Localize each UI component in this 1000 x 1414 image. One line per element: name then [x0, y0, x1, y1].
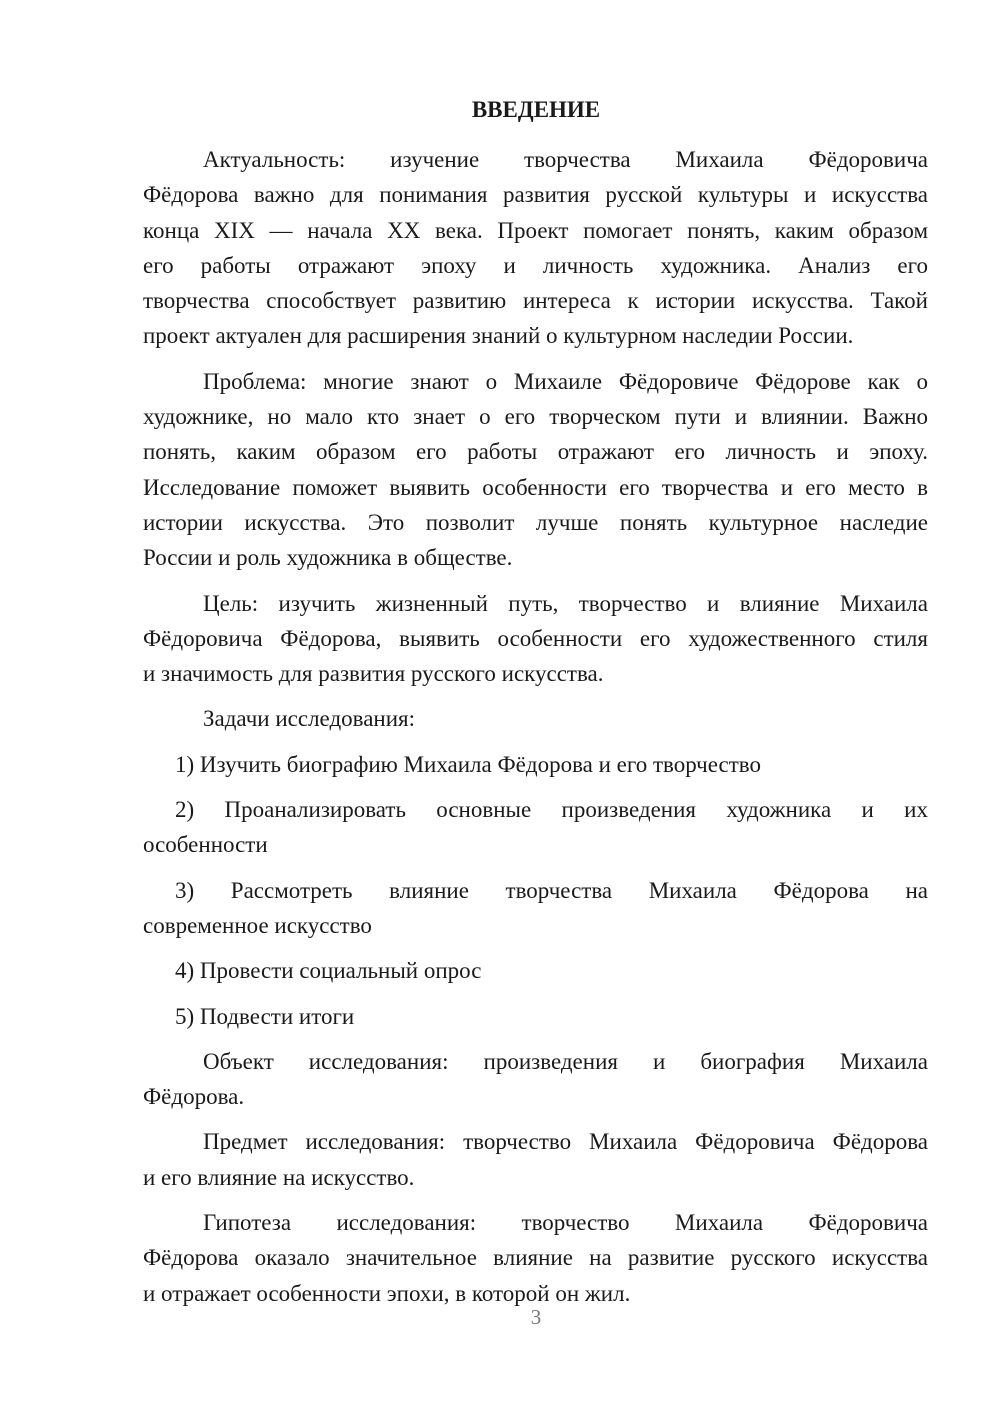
text-line: современное искусство — [143, 912, 372, 938]
paragraph — [143, 1124, 928, 1195]
text-line: проект актуален для расширения знаний о культурном наследии России. — [143, 323, 854, 349]
text-line: особенности — [143, 832, 268, 858]
text-line: конца XIX — начала XX века. Проект помогает понять, каким образом — [143, 217, 928, 243]
text-line: и его влияние на искусство. — [143, 1164, 415, 1190]
text-line: Проблема: многие знают о Михаиле Фёдоровиче Фёдорове как о — [203, 368, 928, 394]
text-line: художнике, но мало кто знает о его творческом пути и влиянии. Важно — [143, 404, 928, 430]
text-line: Цель: изучить жизненный путь, творчество и влияние Михаила — [203, 590, 928, 616]
document-body — [143, 142, 928, 1311]
task-list-item — [143, 747, 928, 782]
text-line: Фёдоровича Фёдорова, выявить особенности его художественного стиля — [143, 625, 928, 651]
text-line: Задачи исследования: — [203, 706, 416, 732]
text-line: Гипотеза исследования: творчество Михаила Фёдоровича — [203, 1210, 928, 1236]
page-number: 3 — [530, 1305, 542, 1329]
task-list-item — [143, 873, 928, 944]
text-line: Объект исследования: произведения и биография Михаила — [203, 1048, 928, 1074]
text-line: Фёдорова. — [143, 1084, 245, 1110]
paragraph — [143, 1044, 928, 1115]
text-line: 1) Изучить биографию Михаила Фёдорова и его творчество — [175, 751, 761, 777]
text-line: Фёдорова важно для понимания развития русской культуры и искусства — [143, 182, 928, 208]
text-line: 4) Провести социальный опрос — [175, 958, 482, 984]
text-line: творчества способствует развитию интереса к истории искусства. Такой — [143, 288, 928, 314]
text-line: Предмет исследования: творчество Михаила Фёдоровича Фёдорова — [203, 1129, 928, 1155]
task-list-item — [143, 953, 928, 988]
paragraph — [143, 701, 928, 736]
text-line: 2) Проанализировать основные произведения художника и их — [175, 797, 928, 823]
paragraph — [143, 142, 928, 354]
paragraph — [143, 586, 928, 692]
text-line: и значимость для развития русского искусства. — [143, 661, 604, 687]
text-line: и отражает особенности эпохи, в которой он жил. — [143, 1280, 631, 1306]
section-title: ВВЕДЕНИЕ — [471, 97, 601, 122]
task-list-item — [143, 999, 928, 1034]
text-line: Исследование поможет выявить особенности его творчества и его место в — [143, 474, 928, 500]
text-line: Фёдорова оказало значительное влияние на развитие русского искусства — [143, 1245, 928, 1271]
paragraph — [143, 1205, 928, 1311]
text-line: его работы отражают эпоху и личность художника. Анализ его — [143, 252, 928, 278]
task-list-item — [143, 792, 928, 863]
text-line: России и роль художника в обществе. — [143, 545, 513, 571]
paragraph — [143, 364, 928, 576]
text-line: 5) Подвести итоги — [175, 1003, 355, 1029]
text-line: истории искусства. Это позволит лучше понять культурное наследие — [143, 509, 928, 535]
text-line: Актуальность: изучение творчества Михаила Фёдоровича — [203, 147, 928, 172]
text-line: понять, каким образом его работы отражают его личность и эпоху. — [143, 439, 928, 465]
text-line: 3) Рассмотреть влияние творчества Михаила Фёдорова на — [175, 877, 928, 903]
